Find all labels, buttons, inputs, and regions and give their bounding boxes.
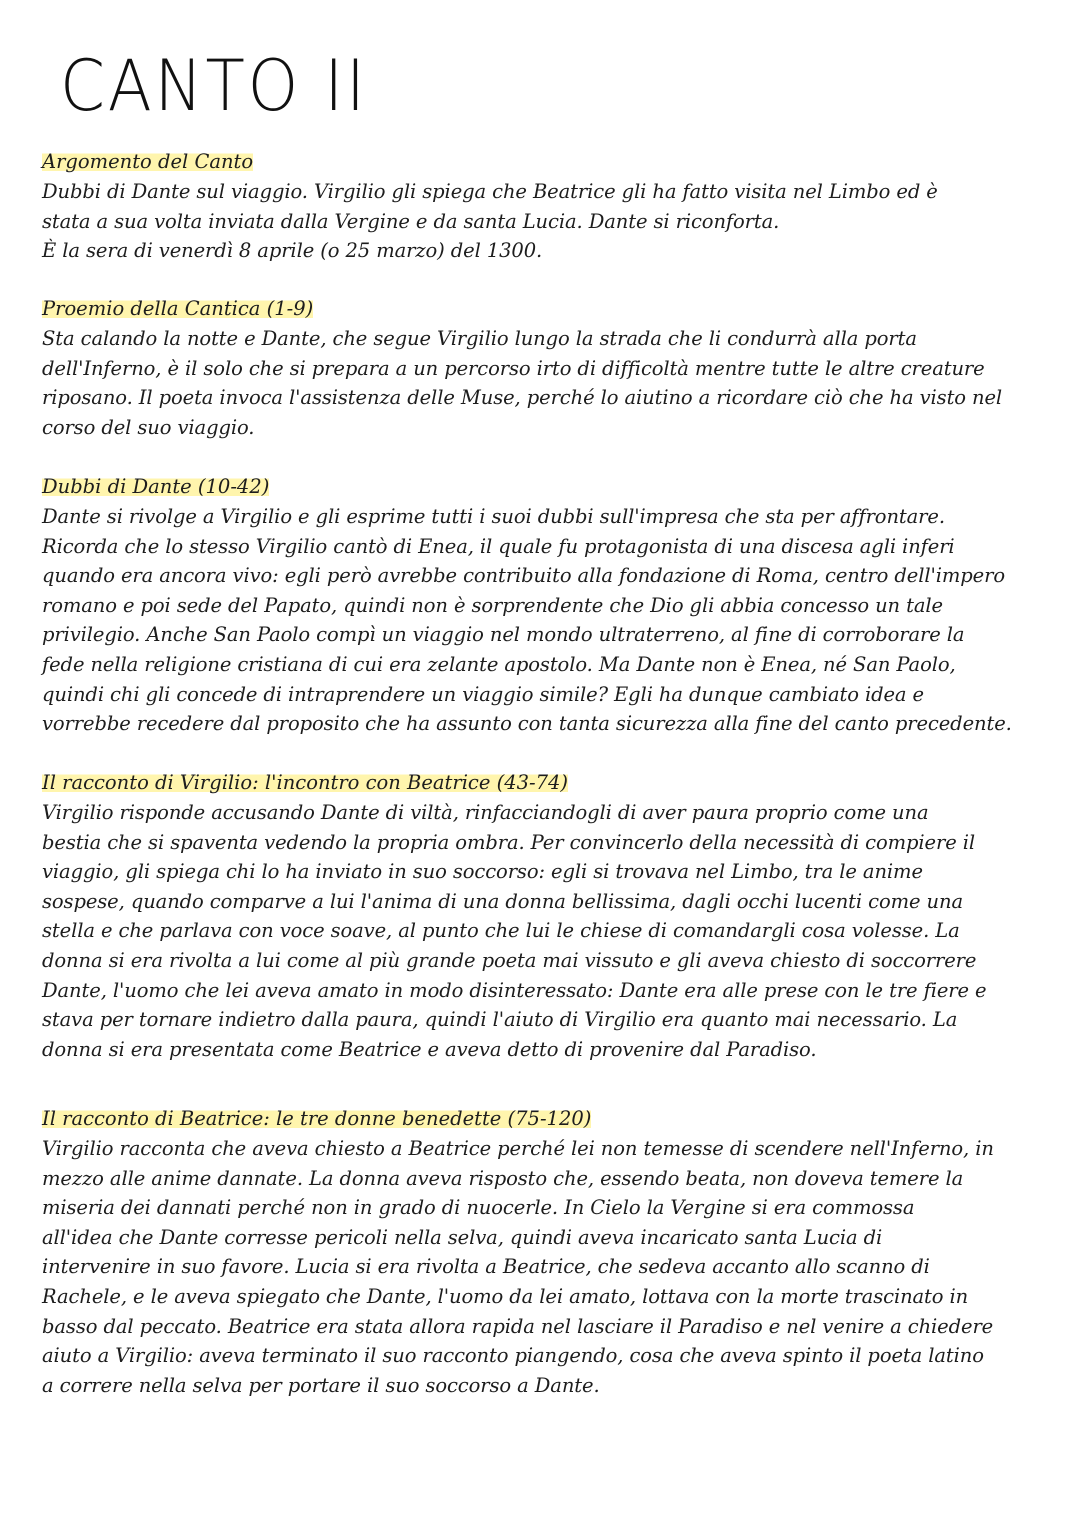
text-line: riposano. Il poeta invoca l'assistenza delle Muse, perché lo aiutino a ricordare ciò che ha visto nel <box>42 386 1003 410</box>
text-line: corso del suo viaggio. <box>42 415 255 439</box>
text-line: stava per tornare indietro dalla paura, quindi l'aiuto di Virgilio era quanto mai necessario. La <box>42 1008 958 1032</box>
text-line: vorrebbe recedere dal proposito che ha assunto con tanta sicurezza alla fine del canto precedente. <box>42 712 1012 736</box>
text-line: dell'Inferno, è il solo che si prepara a un percorso irto di difficoltà mentre tutte le altre creature <box>42 356 985 380</box>
text-line: donna si era presentata come Beatrice e aveva detto di provenire dal Paradiso. <box>42 1037 817 1061</box>
section-argomento <box>42 147 1042 266</box>
section-racconto-beatrice <box>42 1104 1042 1400</box>
text-line: È la sera di venerdì 8 aprile (o 25 marzo) del 1300. <box>42 239 543 263</box>
section-racconto-virgilio <box>42 768 1042 1064</box>
text-line: Virgilio risponde accusando Dante di viltà, rinfacciandogli di aver paura proprio come una <box>42 801 929 824</box>
text-line: stata a sua volta inviata dalla Vergine e da santa Lucia. Dante si riconforta. <box>42 209 780 233</box>
section-heading <box>40 147 257 177</box>
text-line: viaggio, gli spiega chi lo ha inviato in suo soccorso: egli si trovava nel Limbo, tra le anime <box>42 860 923 884</box>
text-line: mezzo alle anime dannate. La donna aveva risposto che, essendo beata, non doveva temere la <box>42 1166 964 1190</box>
text-line: intervenire in suo favore. Lucia si era rivolta a Beatrice, che sedeva accanto allo scanno di <box>42 1255 930 1279</box>
text-line: fede nella religione cristiana di cui era zelante apostolo. Ma Dante non è Enea, né San Paolo, <box>42 652 956 676</box>
text-line: all'idea che Dante corresse pericoli nella selva, quindi aveva incaricato santa Lucia di <box>42 1225 883 1249</box>
text-line: aiuto a Virgilio: aveva terminato il suo racconto piangendo, cosa che aveva spinto il poeta latino <box>42 1344 984 1368</box>
text-line: a correre nella selva per portare il suo soccorso a Dante. <box>42 1373 600 1397</box>
section-heading <box>40 1104 595 1134</box>
text-line: Dante, l'uomo che lei aveva amato in modo disinteressato: Dante era alle prese con le tre fiere e <box>42 978 987 1002</box>
text-line: quando era ancora vivo: egli però avrebbe contribuito alla fondazione di Roma, centro dell'impero <box>42 564 1005 588</box>
text-line: bestia che si spaventa vedendo la propria ombra. Per convincerlo della necessità di compiere il <box>42 830 976 854</box>
section-heading-text: Dubbi di Dante (10-42) <box>42 475 270 498</box>
section-heading-text: Il racconto di Virgilio: l'incontro con Beatrice (43-74) <box>42 771 569 794</box>
section-dubbi <box>42 472 1042 739</box>
section-heading <box>40 768 572 798</box>
section-proemio <box>42 294 1042 442</box>
text-line: Virgilio racconta che aveva chiesto a Beatrice perché lei non temesse di scendere nell'Inferno, in <box>42 1137 994 1160</box>
text-line: Dubbi di Dante sul viaggio. Virgilio gli spiega che Beatrice gli ha fatto visita nel Limbo ed è <box>42 180 938 203</box>
text-line: Sta calando la notte e Dante, che segue Virgilio lungo la strada che li condurrà alla porta <box>42 327 917 350</box>
text-line: romano e poi sede del Papato, quindi non è sorprendente che Dio gli abbia concesso un tale <box>42 593 943 617</box>
page-title: CANTO II <box>60 45 368 127</box>
text-line: sospese, quando comparve a lui l'anima di una donna bellissima, dagli occhi lucenti come una <box>42 889 963 913</box>
text-line: Rachele, e le aveva spiegato che Dante, l'uomo da lei amato, lottava con la morte trascinato in <box>42 1284 969 1308</box>
text-line: privilegio. Anche San Paolo compì un viaggio nel mondo ultraterreno, al fine di corroborare la <box>42 623 965 647</box>
section-heading-text: Argomento del Canto <box>42 150 254 173</box>
text-line: Dante si rivolge a Virgilio e gli esprime tutti i suoi dubbi sull'impresa che sta per affrontare. <box>42 505 945 528</box>
section-heading-text: Il racconto di Beatrice: le tre donne benedette (75-120) <box>42 1107 592 1130</box>
section-heading-text: Proemio della Cantica (1-9) <box>42 297 314 320</box>
text-line: miseria dei dannati perché non in grado di nuocerle. In Cielo la Vergine si era commossa <box>42 1196 915 1220</box>
text-line: quindi chi gli concede di intraprendere un viaggio simile? Egli ha dunque cambiato idea e <box>42 682 924 706</box>
text-line: Ricorda che lo stesso Virgilio cantò di Enea, il quale fu protagonista di una discesa agli inferi <box>42 534 955 558</box>
text-line: basso dal peccato. Beatrice era stata allora rapida nel lasciare il Paradiso e nel venire a chiedere <box>42 1314 994 1338</box>
text-line: stella e che parlava con voce soave, al punto che lui le chiese di comandargli cosa volesse. La <box>42 919 960 943</box>
section-heading <box>40 294 317 324</box>
text-line: donna si era rivolta a lui come al più grande poeta mai vissuto e gli aveva chiesto di soccorrere <box>42 948 977 972</box>
section-heading <box>40 472 273 502</box>
